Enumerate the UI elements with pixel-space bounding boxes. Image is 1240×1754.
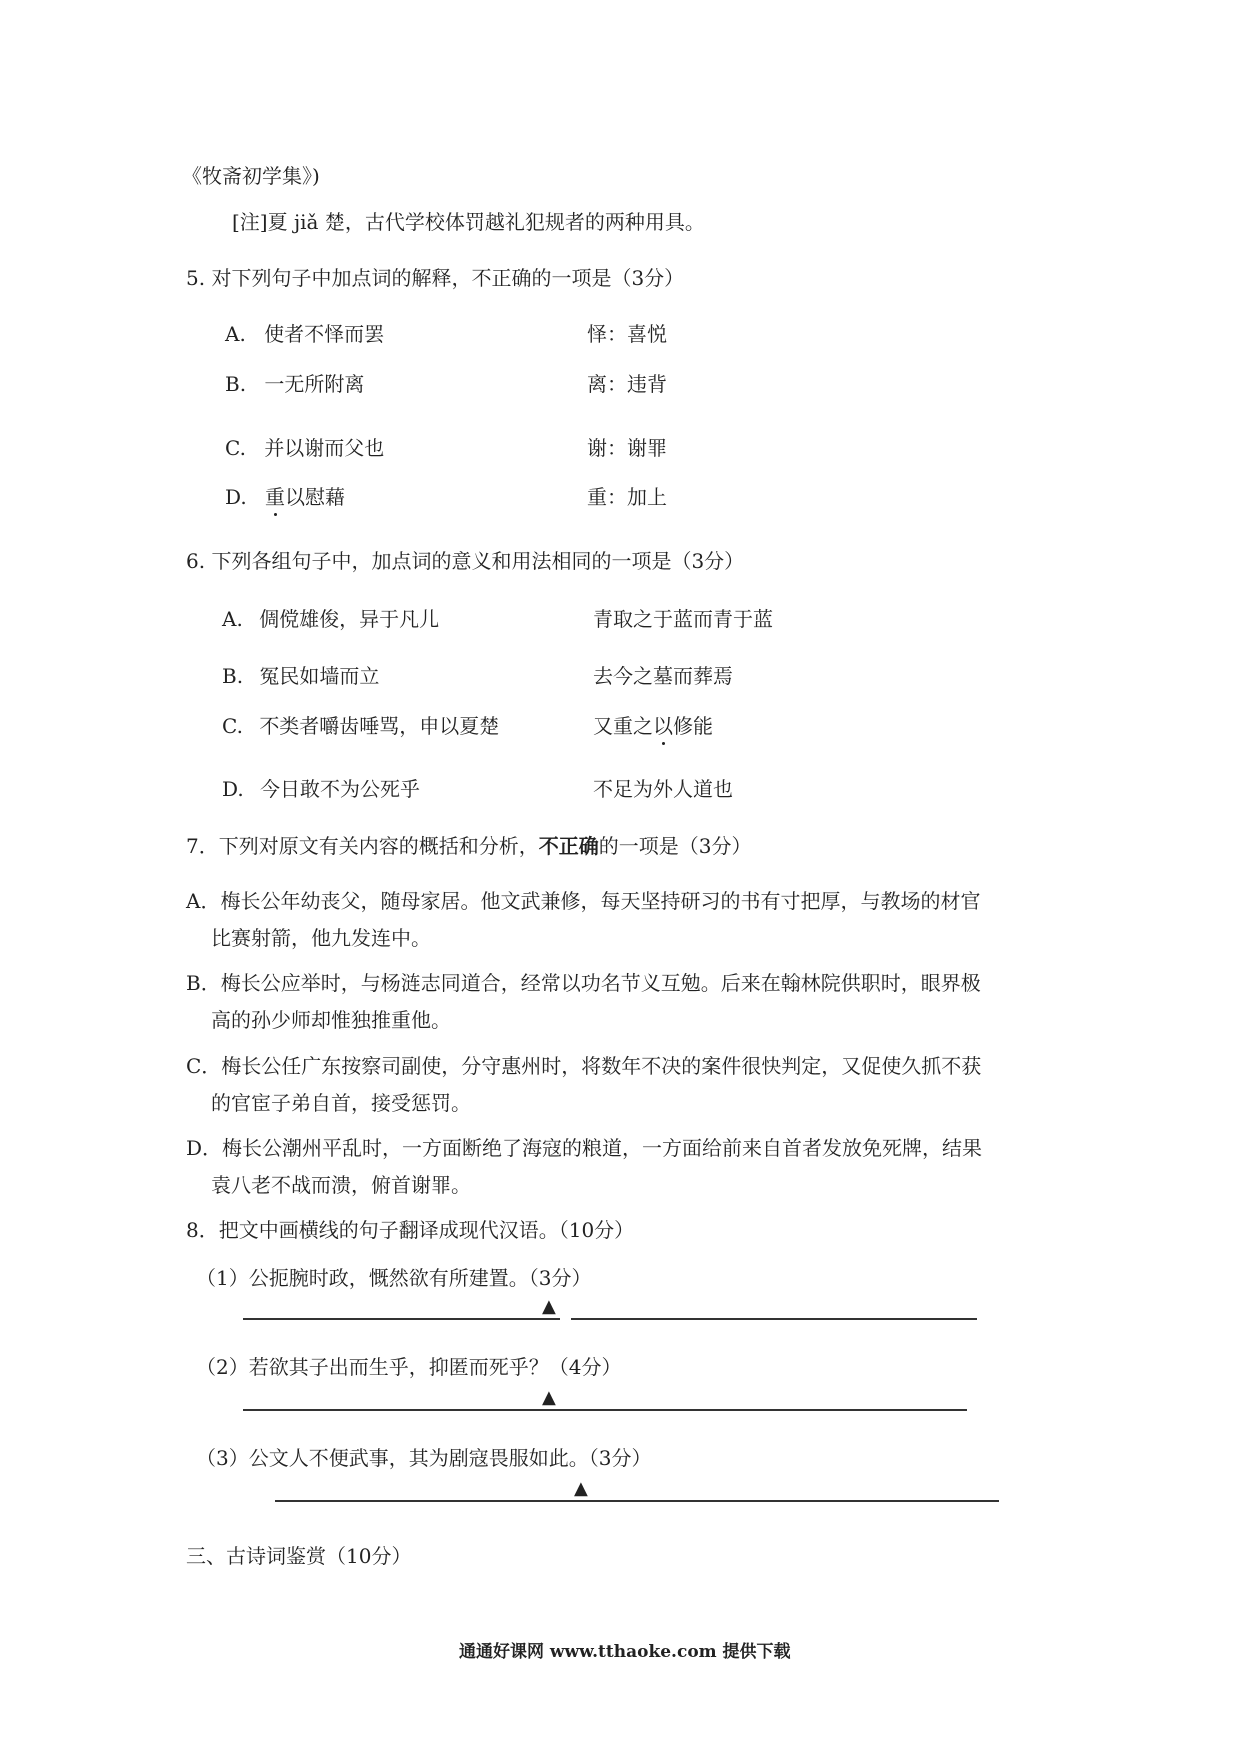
q5-option-c-text: 并以谢而父也 <box>264 436 385 460</box>
q5-option-a <box>225 318 384 347</box>
q6-option-b-label: B. <box>222 664 244 688</box>
q7-option-d-line2: 袁八老不战而溃，俯首谢罪。 <box>211 1173 471 1197</box>
q6-option-c-right-pre: 又重之 <box>593 714 653 738</box>
q5-option-a-gloss: 怿：喜悦 <box>587 322 667 346</box>
q6-option-c-right-post: 修能 <box>673 714 713 738</box>
q8-item-3-answer-mark: ▲ <box>574 1478 588 1499</box>
q6-option-c <box>222 710 499 739</box>
q7-option-a-line1: A．梅长公年幼丧父，随母家居。他文武兼修，每天坚持研习的书有寸把厚，与教场的材官 <box>186 889 981 913</box>
q6-option-a-right: 青取之于蓝而青于蓝 <box>593 607 773 631</box>
q5-option-b-text: 一无所附离 <box>264 372 365 396</box>
q7-option-a-line2: 比赛射箭，他九发连中。 <box>211 926 431 950</box>
q6-option-d-right: 不足为外人道也 <box>593 777 733 801</box>
q5-stem: 5. 对下列句子中加点词的解释，不正确的一项是（3分） <box>186 266 685 290</box>
q5-option-d-text: 以慰藉 <box>285 485 346 509</box>
q5-option-b <box>225 368 364 397</box>
section-3-heading: 三、古诗词鉴赏（10分） <box>186 1544 412 1568</box>
q5-option-c <box>225 432 384 461</box>
q6-option-d <box>222 773 420 802</box>
q6-option-a-label: A. <box>222 607 243 631</box>
q8-item-2-answer-mark: ▲ <box>542 1387 556 1408</box>
q7-option-b-line1: B．梅长公应举时，与杨涟志同道合，经常以功名节义互勉。后来在翰林院供职时，眼界极 <box>186 971 981 995</box>
q8-stem: 8．把文中画横线的句子翻译成现代汉语。（10分） <box>186 1218 635 1242</box>
q6-option-d-left: 今日敢不为公死乎 <box>260 777 421 801</box>
q6-option-b <box>222 660 379 689</box>
q8-item-1-answer-line-left[interactable] <box>243 1318 560 1320</box>
q7-option-b-line2: 高的孙少师却惟独推重他。 <box>211 1008 451 1032</box>
q5-option-d-label: D. <box>225 485 247 509</box>
q8-item-2: （2）若欲其子出而生乎，抑匿而死乎？（4分） <box>196 1355 622 1379</box>
q5-option-c-gloss: 谢：谢罪 <box>587 436 667 460</box>
q6-option-b-left: 冤民如墙而立 <box>259 664 380 688</box>
q7-stem-pre: 7．下列对原文有关内容的概括和分析， <box>186 834 539 858</box>
q5-option-b-gloss: 离：违背 <box>587 372 667 396</box>
q6-stem: 6. 下列各组句子中，加点词的意义和用法相同的一项是（3分） <box>186 549 745 573</box>
q8-item-3-answer-line[interactable] <box>275 1500 999 1502</box>
source-title: 《牧斋初学集》) <box>182 164 320 188</box>
q5-option-d-gloss: 重：加上 <box>587 485 667 509</box>
q7-option-c-line1: C．梅长公任广东按察司副使，分守惠州时，将数年不决的案件很快判定，又促使久抓不获 <box>186 1054 982 1078</box>
q8-item-1-answer-mark: ▲ <box>542 1296 556 1317</box>
q7-stem <box>186 830 751 859</box>
page-footer: 通通好课网 www.tthaoke.com 提供下载 <box>459 1642 791 1662</box>
q7-option-c-line2: 的官宦子弟自首，接受惩罚。 <box>211 1091 471 1115</box>
q6-option-d-label: D. <box>222 777 244 801</box>
q5-option-a-text: 使者不怿而罢 <box>264 322 385 346</box>
q5-option-c-label: C. <box>225 436 246 460</box>
q6-option-a-left: 倜傥雄俊，异于凡儿 <box>259 607 440 631</box>
q7-stem-post: 的一项是（3分） <box>598 834 752 858</box>
q6-option-c-left: 不类者嚼齿唾骂，申以夏楚 <box>259 714 500 738</box>
q8-item-1: （1）公扼腕时政，慨然欲有所建置。（3分） <box>196 1266 592 1290</box>
q8-item-1-answer-line-right[interactable] <box>571 1318 977 1320</box>
q8-item-3: （3）公文人不便武事，其为剧寇畏服如此。（3分） <box>196 1446 652 1470</box>
q5-option-d <box>225 481 345 510</box>
q6-option-b-right: 去今之墓而葬焉 <box>593 664 733 688</box>
q6-option-a <box>222 603 439 632</box>
q7-stem-emphasis: 不正确 <box>538 834 599 858</box>
q5-option-b-label: B. <box>225 372 247 396</box>
q6-option-c-dotted-word: 以 <box>653 710 673 739</box>
q7-option-d-line1: D．梅长公潮州平乱时，一方面断绝了海寇的粮道，一方面给前来自首者发放免死牌，结果 <box>186 1136 983 1160</box>
q6-option-c-right <box>593 710 713 739</box>
q6-option-c-label: C. <box>222 714 243 738</box>
q8-item-2-answer-line[interactable] <box>243 1409 967 1411</box>
annotation-note: [注]夏 jiǎ 楚，古代学校体罚越礼犯规者的两种用具。 <box>232 210 705 234</box>
q5-option-d-dotted-word: 重 <box>265 481 285 510</box>
q5-option-a-label: A. <box>225 322 246 346</box>
